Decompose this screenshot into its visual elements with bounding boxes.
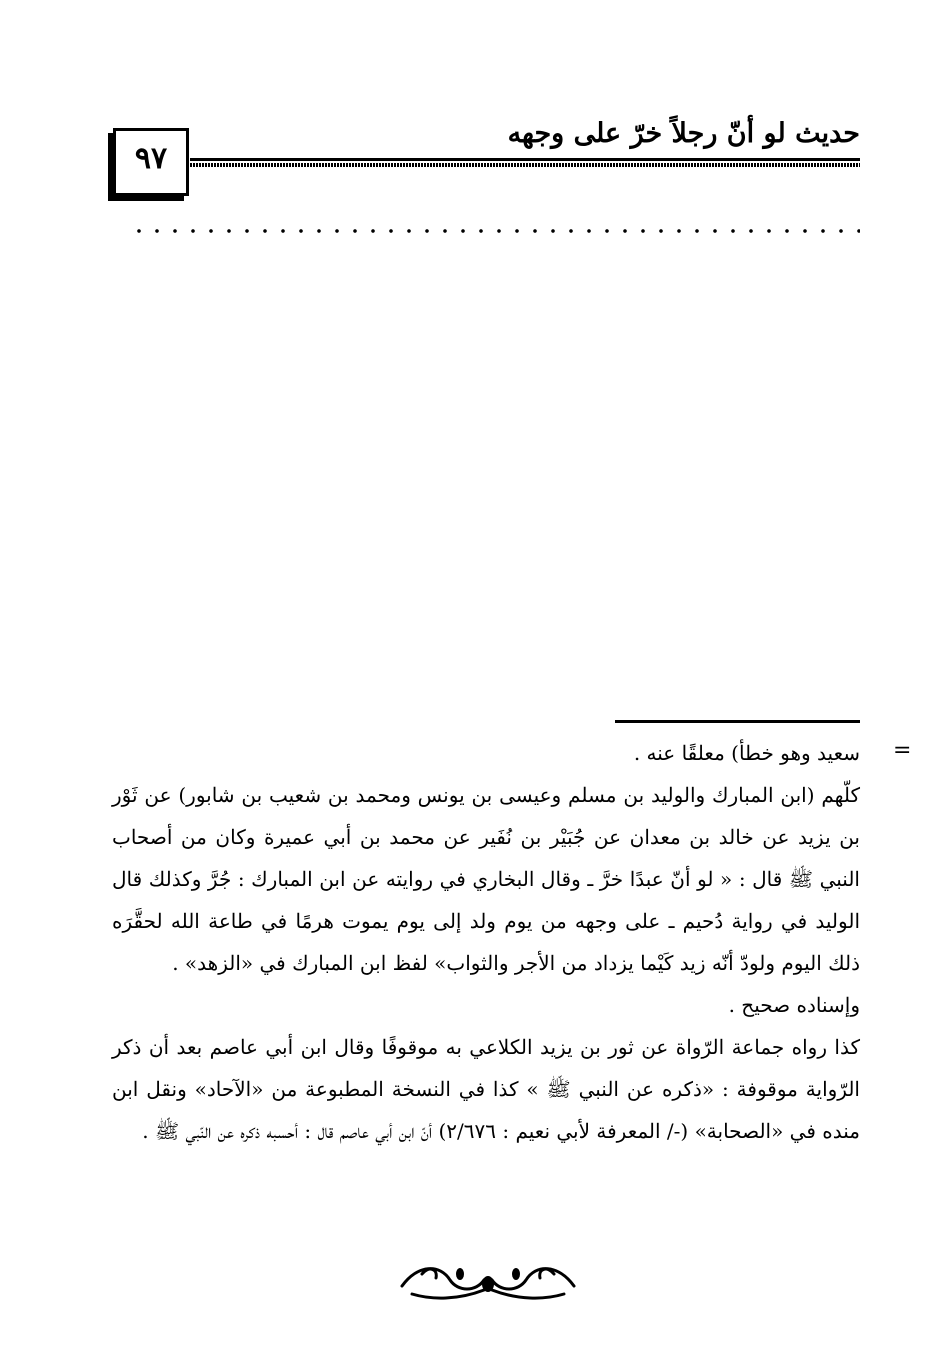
footnote-paragraph: كذا رواه جماعة الرّواة عن ثور بن يزيد الكلاعي به موقوفًا وقال ابن أبي عاصم بعد أن ذكر الرّواية موقوفة : «ذكره عن النبي ﷺ » كذا في النسخة المطبوعة من «الآحاد» ونقل ابن منده في «الصحابة» (-/ المعرفة لأبي نعيم : ٢/٦٧٦) أنّ ابن أبي عاصم قال : أحسبه ذكره عن النّبي ﷺ .	[112, 1035, 860, 1143]
page-number: ٩٧	[134, 141, 168, 176]
dotted-separator	[130, 229, 860, 233]
footnote-line: سعيد وهو خطأ) معلقًا عنه .	[633, 741, 860, 765]
footnote-separator	[615, 720, 860, 723]
footnote-line: وإسناده صحيح .	[728, 993, 860, 1017]
header-rule-hatched	[190, 163, 860, 167]
header-rule	[190, 158, 860, 161]
footnote-continuation-marker: =	[893, 738, 912, 763]
floral-ornament-icon	[398, 1256, 578, 1302]
running-title: حديث لو أنّ رجلاً خرّ على وجهه	[507, 118, 860, 149]
footnote-paragraph: كلّهم (ابن المبارك والوليد بن مسلم وعيسى بن يونس ومحمد بن شعيب بن شابور) عن ثَوْر بن يزيد عن خالد بن معدان عن جُبَيْر بن نُفَير عن محمد بن أبي عميرة وكان من أصحاب النبي ﷺ قال : « لو أنّ عبدًا خرَّ ـ وقال البخاري في روايته عن ابن المبارك : جُرَّ وكذلك قال الوليد في رواية دُحيم ـ على وجهه من يوم ولد إلى يوم يموت هرمًا في طاعة الله لحقَّرَه ذلك اليوم ولودّ أنّه زيد كَيْما يزداد من الأجر والثواب» لفظ ابن المبارك في «الزهد» .	[112, 783, 860, 975]
footnote-text	[112, 732, 860, 1152]
page-number-box	[113, 128, 189, 196]
